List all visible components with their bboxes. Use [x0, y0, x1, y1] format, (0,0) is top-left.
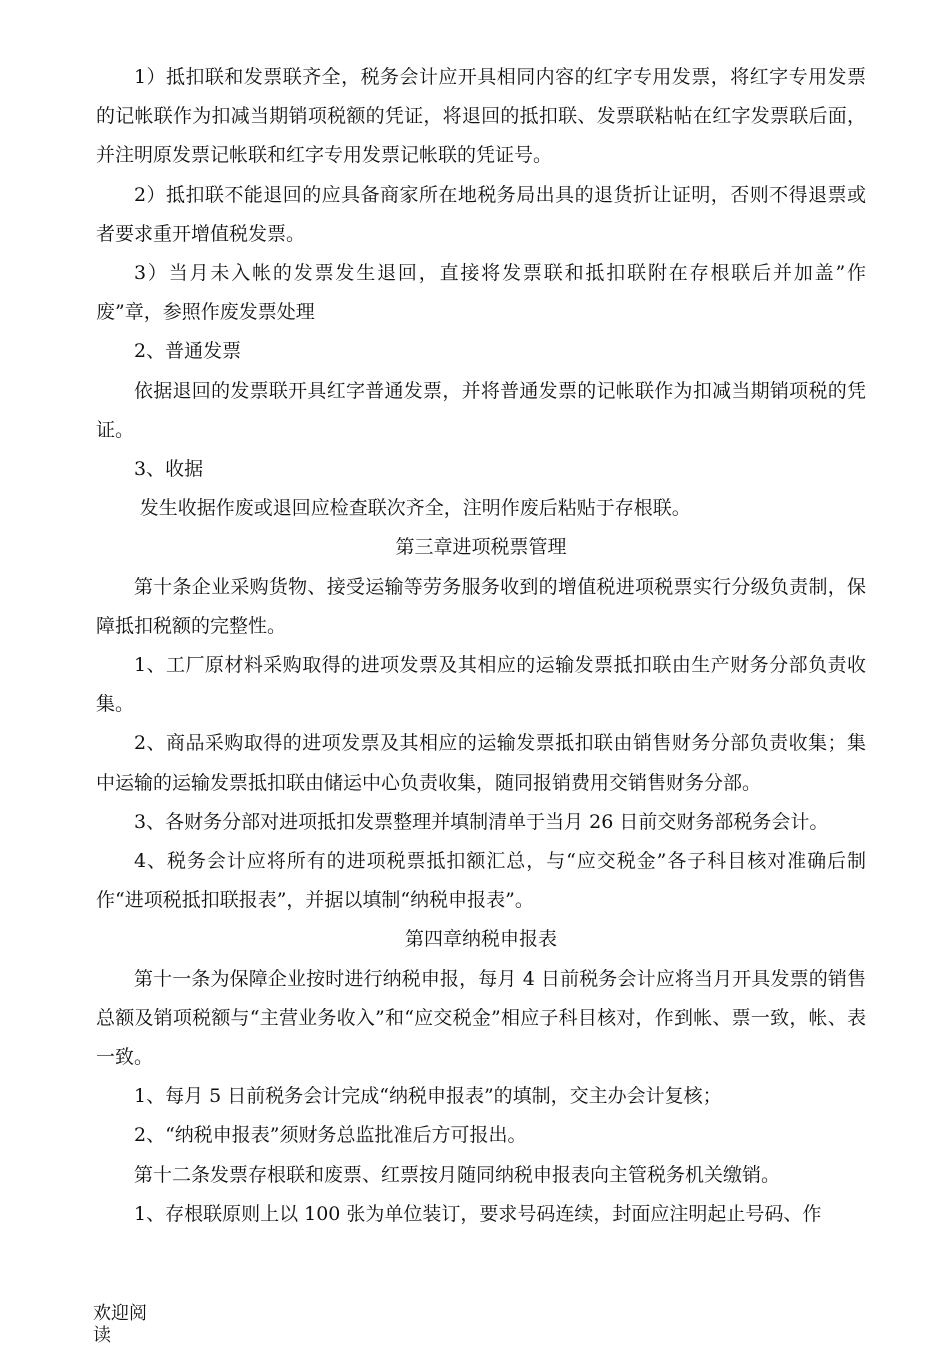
paragraph-4: 2、普通发票	[134, 340, 242, 363]
paragraph-3: 3）当月未入帐的发票发生退回，直接将发票联和抵扣联附在存根联后并加盖”作废”章，参照作废发票处理	[96, 262, 866, 324]
paragraph-17: 1、存根联原则上以 100 张为单位装订，要求号码连续，封面应注明起止号码、作	[134, 1202, 822, 1225]
paragraph-1: 1）抵扣联和发票联齐全，税务会计应开具相同内容的红字专用发票，将红字专用发票的记帐联作为扣减当期销项税额的凭证，将退回的抵扣联、发票联粘帖在红字发票联后面，并注明原发票记帐联和红字专用发票记帐联的凭证号。	[96, 66, 866, 167]
paragraph-16: 第十二条发票存根联和废票、红票按月随同纳税申报表向主管税务机关缴销。	[134, 1163, 781, 1186]
paragraph-14: 1、每月 5 日前税务会计完成“纳税申报表”的填制，交主办会计复核；	[134, 1085, 722, 1108]
chapter-heading-3: 第三章进项税票管理	[395, 536, 567, 559]
paragraph-15: 2、“纳税申报表”须财务总监批准后方可报出。	[134, 1124, 527, 1147]
document-body	[96, 58, 866, 1234]
paragraph-9: 1、工厂原材料采购取得的进项发票及其相应的运输发票抵扣联由生产财务分部负责收集。	[96, 654, 866, 716]
paragraph-6: 3、收据	[134, 458, 204, 481]
paragraph-5: 依据退回的发票联开具红字普通发票，并将普通发票的记帐联作为扣减当期销项税的凭证。	[96, 379, 866, 441]
paragraph-8: 第十条企业采购货物、接受运输等劳务服务收到的增值税进项税票实行分级负责制，保障抵扣税额的完整性。	[96, 575, 866, 637]
chapter-heading-4: 第四章纳税申报表	[404, 928, 557, 951]
paragraph-13: 第十一条为保障企业按时进行纳税申报，每月 4 日前税务会计应将当月开具发票的销售总额及销项税额与“主营业务收入”和“应交税金”相应子科目核对，作到帐、票一致，帐、表一致。	[96, 967, 866, 1069]
paragraph-10: 2、商品采购取得的进项发票及其相应的运输发票抵扣联由销售财务分部负责收集；集中运输的运输发票抵扣联由储运中心负责收集，随同报销费用交销售财务分部。	[96, 732, 866, 794]
paragraph-11: 3、各财务分部对进项抵扣发票整理并填制清单于当月 26 日前交财务部税务会计。	[134, 810, 829, 833]
paragraph-7: 发生收据作废或退回应检查联次齐全，注明作废后粘贴于存根联。	[139, 497, 691, 520]
paragraph-12: 4、税务会计应将所有的进项税票抵扣额汇总，与“应交税金”各子科目核对准确后制作“进项税抵扣联报表”，并据以填制“纳税申报表”。	[96, 850, 866, 912]
paragraph-2: 2）抵扣联不能退回的应具备商家所在地税务局出具的退货折让证明，否则不得退票或者要求重开增值税发票。	[96, 183, 866, 245]
footer-text: 欢迎阅读	[93, 1303, 147, 1346]
